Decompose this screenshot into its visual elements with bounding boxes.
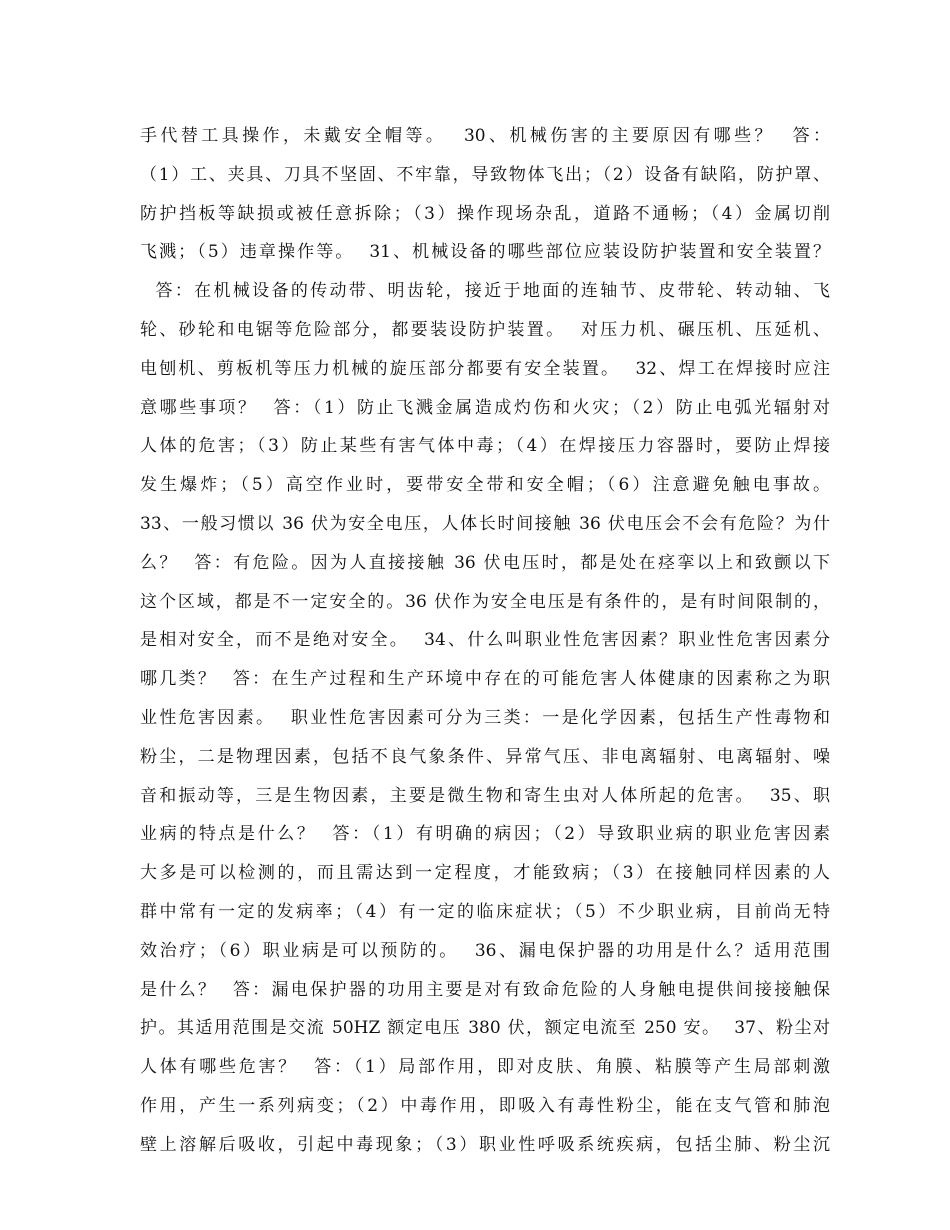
text-line: 么？ 答：有危险。因为人直接接触 36 伏电压时，都是处在痉挛以上和致颤以下 bbox=[140, 552, 830, 573]
document-body bbox=[140, 117, 830, 1165]
text-line: 粉尘，二是物理因素，包括不良气象条件、异常气压、非电离辐射、电离辐射、噪 bbox=[140, 746, 830, 767]
text-line: 护。其适用范围是交流 50HZ 额定电压 380 伏，额定电流至 250 安。 37、粉尘对 bbox=[140, 1018, 830, 1039]
text-line: 飞溅；（5）违章操作等。 31、机械设备的哪些部位应装设防护装置和安全装置？ bbox=[140, 242, 830, 263]
text-line: 33、一般习惯以 36 伏为安全电压，人体长时间接触 36 伏电压会不会有危险？为什 bbox=[140, 513, 830, 534]
text-line: 音和振动等，三是生物因素，主要是微生物和寄生虫对人体所起的危害。 35、职 bbox=[140, 785, 830, 806]
text-line: 哪几类？ 答：在生产过程和生产环境中存在的可能危害人体健康的因素称之为职 bbox=[140, 669, 830, 690]
text-line: （1）工、夹具、刀具不坚固、不牢靠，导致物体飞出；（2）设备有缺陷，防护罩、 bbox=[140, 164, 830, 185]
text-line: 人体有哪些危害？ 答：（1）局部作用，即对皮肤、角膜、粘膜等产生局部刺激 bbox=[140, 1057, 830, 1078]
text-line: 手代替工具操作，未戴安全帽等。 30、机械伤害的主要原因有哪些？ 答： bbox=[140, 126, 830, 146]
text-line: 发生爆炸；（5）高空作业时，要带安全带和安全帽；（6）注意避免触电事故。 bbox=[140, 475, 830, 496]
text-line: 电刨机、剪板机等压力机械的旋压部分都要有安全装置。 32、焊工在焊接时应注 bbox=[140, 358, 830, 379]
text-line: 是相对安全，而不是绝对安全。 34、什么叫职业性危害因素？职业性危害因素分 bbox=[140, 630, 830, 651]
text-line: 答：在机械设备的传动带、明齿轮，接近于地面的连轴节、皮带轮、转动轴、飞 bbox=[140, 281, 830, 302]
text-line: 业性危害因素。 职业性危害因素可分为三类：一是化学因素，包括生产性毒物和 bbox=[140, 707, 830, 728]
text-line: 防护挡板等缺损或被任意拆除；（3）操作现场杂乱，道路不通畅；（4）金属切削 bbox=[140, 203, 830, 224]
text-line: 是什么？ 答：漏电保护器的功用主要是对有致命危险的人身触电提供间接接触保 bbox=[140, 979, 830, 1000]
text-line: 群中常有一定的发病率；（4）有一定的临床症状；（5）不少职业病，目前尚无特 bbox=[140, 901, 830, 922]
text-line: 业病的特点是什么？ 答：（1）有明确的病因；（2）导致职业病的职业危害因素 bbox=[140, 824, 830, 845]
text-line: 轮、砂轮和电锯等危险部分，都要装设防护装置。 对压力机、碾压机、压延机、 bbox=[140, 319, 830, 340]
text-line: 作用，产生一系列病变；（2）中毒作用，即吸入有毒性粉尘，能在支气管和肺泡 bbox=[140, 1095, 830, 1116]
text-line: 人体的危害；（3）防止某些有害气体中毒；（4）在焊接压力容器时，要防止焊接 bbox=[140, 436, 830, 457]
text-line: 意哪些事项？ 答：（1）防止飞溅金属造成灼伤和火灾；（2）防止电弧光辐射对 bbox=[140, 397, 830, 418]
text-line: 效治疗；（6）职业病是可以预防的。 36、漏电保护器的功用是什么？适用范围 bbox=[140, 940, 830, 961]
text-line: 大多是可以检测的，而且需达到一定程度，才能致病；（3）在接触同样因素的人 bbox=[140, 863, 830, 884]
text-line: 壁上溶解后吸收，引起中毒现象；（3）职业性呼吸系统疾病，包括尘肺、粉尘沉 bbox=[140, 1134, 830, 1155]
text-line: 这个区域，都是不一定安全的。36 伏作为安全电压是有条件的，是有时间限制的， bbox=[140, 591, 830, 612]
